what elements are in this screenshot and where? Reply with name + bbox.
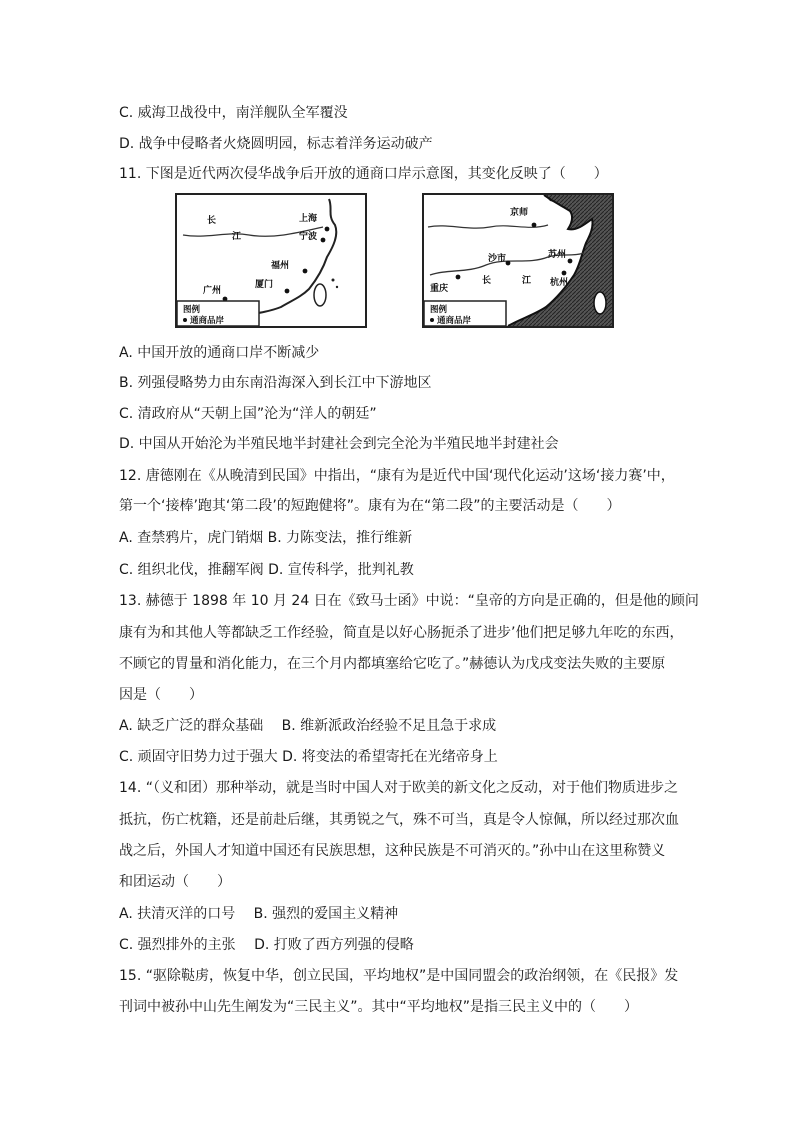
options-cd-q12: C. 组织北伐，推翻军阀 D. 宣传科学，批判礼教 xyxy=(119,562,414,578)
label-suzhou: 苏州 xyxy=(548,250,567,260)
label-jiang: 江 xyxy=(232,232,242,242)
question-14-line2: 抵抗，伤亡枕籍，还是前赴后继，其勇锐之气，殊不可当，真是令人惊佩，所以经过那次血 xyxy=(119,812,679,828)
question-15-line2: 刊词中被孙中山先生阐发为“三民主义”。其中“平均地权”是指三民主义中的（ ） xyxy=(119,999,639,1015)
options-ab-q12: A. 查禁鸦片，虎门销烟 B. 力陈变法，推行维新 xyxy=(119,530,413,546)
question-12-line2: 第一个‘接棒’跑其‘第二段’的短跑健将”。康有为在“第二段”的主要活动是（ ） xyxy=(119,498,621,514)
question-13-line1: 13. 赫德于 1898 年 10 月 24 日在《致马士函》中说：“皇帝的方向是正确的，但是他的顾问 xyxy=(119,593,699,609)
port-suzhou xyxy=(568,259,573,264)
legend-title: 图例 xyxy=(183,305,201,315)
port-xiamen xyxy=(285,289,290,294)
options-cd-q13: C. 顽固守旧势力过于强大 D. 将变法的希望寄托在光绪帝身上 xyxy=(119,749,498,765)
option-a-q11: A. 中国开放的通商口岸不断减少 xyxy=(119,345,320,361)
port-fuzhou xyxy=(303,269,308,274)
port-chongqing xyxy=(456,275,461,280)
label-xiamen: 厦门 xyxy=(255,280,274,290)
port-jingshi xyxy=(532,223,537,228)
question-11: 11. 下图是近代两次侵华战争后开放的通商口岸示意图，其变化反映了（ ） xyxy=(119,166,608,182)
label-jiang: 江 xyxy=(522,276,532,286)
label-chongqing: 重庆 xyxy=(430,284,449,294)
option-b-q11: B. 列强侵略势力由东南沿海深入到长江中下游地区 xyxy=(119,375,432,391)
map-first-war-ports-frame xyxy=(175,193,367,328)
question-13-line4: 因是（ ） xyxy=(119,687,203,703)
option-c-q10: C. 威海卫战役中，南洋舰队全军覆没 xyxy=(119,105,348,121)
option-d-q10: D. 战争中侵略者火烧圆明园，标志着洋务运动破产 xyxy=(119,136,433,152)
label-chang: 长 xyxy=(482,276,492,286)
question-14-line1: 14. “（义和团）那种举动，就是当时中国人对于欧美的新文化之反动，对于他们物质进步之 xyxy=(119,780,678,796)
legend-item: 通商品岸 xyxy=(190,316,225,326)
question-13-line3: 不顾它的胃量和消化能力，在三个月内都填塞给它吃了。”赫德认为戊戌变法失败的主要原 xyxy=(119,656,666,672)
map-second-war-ports xyxy=(422,193,614,328)
label-hangzhou: 杭州 xyxy=(550,278,569,288)
taiwan-island xyxy=(594,292,606,314)
port-hangzhou xyxy=(562,271,567,276)
port-shashi xyxy=(506,261,511,266)
taiwan-island xyxy=(314,284,326,306)
options-ab-q14: A. 扶清灭洋的口号 B. 强烈的爱国主义精神 xyxy=(119,906,399,922)
label-jingshi: 京师 xyxy=(510,208,529,218)
label-fuzhou: 福州 xyxy=(271,261,290,271)
label-shashi: 沙市 xyxy=(488,254,507,264)
label-chang: 长 xyxy=(207,216,217,226)
legend-title: 图例 xyxy=(430,305,448,315)
label-shanghai: 上海 xyxy=(299,214,318,224)
label-ningbo: 宁波 xyxy=(299,232,318,242)
question-14-line3: 战之后，外国人才知道中国还有民族思想，这种民族是不可消灭的。”孙中山在这里称赞义 xyxy=(119,843,666,859)
options-ab-q13: A. 缺乏广泛的群众基础 B. 维新派政治经验不足且急于求成 xyxy=(119,718,497,734)
question-12-line1: 12. 唐德刚在《从晚清到民国》中指出，“康有为是近代中国‘现代化运动’这场‘接力赛’中， xyxy=(119,468,675,484)
option-d-q11: D. 中国从开始沦为半殖民地半封建社会到完全沦为半殖民地半封建社会 xyxy=(119,436,559,452)
options-cd-q14: C. 强烈排外的主张 D. 打败了西方列强的侵略 xyxy=(119,937,414,953)
label-guangzhou: 广州 xyxy=(203,286,222,296)
question-13-line2: 康有为和其他人等都缺乏工作经验，简直是以好心肠扼杀了进步’他们把足够九年吃的东西， xyxy=(119,625,684,641)
port-ningbo xyxy=(321,238,326,243)
question-14-line4: 和团运动（ ） xyxy=(119,874,231,890)
port-shanghai xyxy=(325,227,330,232)
legend-item: 通商品岸 xyxy=(437,316,472,326)
option-c-q11: C. 清政府从“天朝上国”沦为“洋人的朝廷” xyxy=(119,406,377,422)
question-15-line1: 15. “驱除鞑虏，恢复中华，创立民国，平均地权”是中国同盟会的政治纲领，在《民报》发 xyxy=(119,968,679,984)
yellow-river xyxy=(428,225,548,228)
